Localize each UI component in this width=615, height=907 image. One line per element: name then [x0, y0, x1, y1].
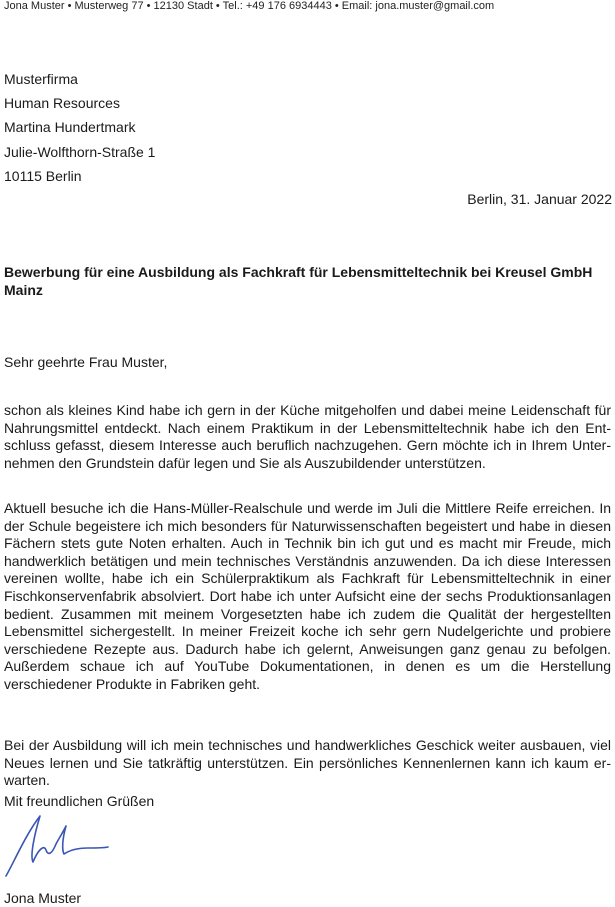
- body-paragraph-3: Bei der Ausbildung will ich mein technisches und handwerkliches Geschick weiter ausbauen, viel Neues lernen und Sie tatkräftig unterstützen. Ein persönliches Kennenlernen kann ich kaum erwarten.: [4, 737, 611, 789]
- body-paragraph-1: schon als kleines Kind habe ich gern in der Küche mitgeholfen und dabei meine Leidenschaft für Nahrungsmittel entdeckt. Nach einem Praktikum in der Lebensmitteltechnik habe ich den Entschluss gefasst, diesem Interesse auch beruflich nachzugehen. Gern möchte ich in Ihrem Unternehmen den Grundstein dafür legen und Sie als Auszubildender unterstützen.: [4, 402, 611, 471]
- letter-date: Berlin, 31. Januar 2022: [467, 191, 612, 207]
- recipient-contact: Martina Hundertmark: [4, 119, 136, 136]
- handwritten-signature: [0, 810, 120, 882]
- signature-stroke: [6, 816, 108, 876]
- letter-subject: Bewerbung für eine Ausbildung als Fachkraft für Lebensmitteltechnik bei Kreusel GmbH Mainz: [4, 264, 593, 298]
- recipient-street: Julie-Wolfthorn-Straße 1: [4, 143, 156, 160]
- closing-phrase: Mit freundlichen Grüßen: [4, 793, 155, 809]
- recipient-address: [4, 67, 155, 188]
- salutation: Sehr geehrte Frau Muster,: [4, 354, 168, 370]
- recipient-company: Musterfirma: [4, 71, 78, 87]
- recipient-city: 10115 Berlin: [4, 167, 82, 184]
- signer-name: Jona Muster: [4, 890, 82, 906]
- recipient-department: Human Resources: [4, 95, 120, 112]
- sender-contact-line: Jona Muster • Musterweg 77 • 12130 Stadt • Tel.: +49 176 6934443 • Email: jona.muster@gmail.com: [4, 0, 495, 12]
- body-paragraph-2: Aktuell besuche ich die Hans-Müller-Realschule und werde im Juli die Mittlere Reife erreichen. In der Schule begeistere ich mich besonders für Naturwissenschaften begeistert und habe in diesen Fächern stets gute Noten erhalten. Auch in Technik bin ich gut und es macht mir Freude, mich handwerklich betätigen und mein technisches Verständnis anzuwenden. Da ich diese Interessen vereinen wollte, habe ich ein Schülerpraktikum als Fachkraft für Lebensmitteltechnik in einer Fischkonservenfabrik absolviert. Dort habe ich unter Aufsicht eine der sechs Produktionsanlagen bedient. Zusammen mit meinem Vorgesetzten habe ich zudem die Qualität der hergestellten Lebensmittel sichergestellt. In meiner Freizeit koche ich sehr gern Nudelgerichte und probiere verschiedene Rezepte aus. Dadurch habe ich gelernt, Anweisungen ganz genau zu befolgen. Außerdem schaue ich auf YouTube Dokumentationen, in denen es um die Herstellung verschiedener Produkte in Fabriken geht.: [4, 500, 611, 692]
